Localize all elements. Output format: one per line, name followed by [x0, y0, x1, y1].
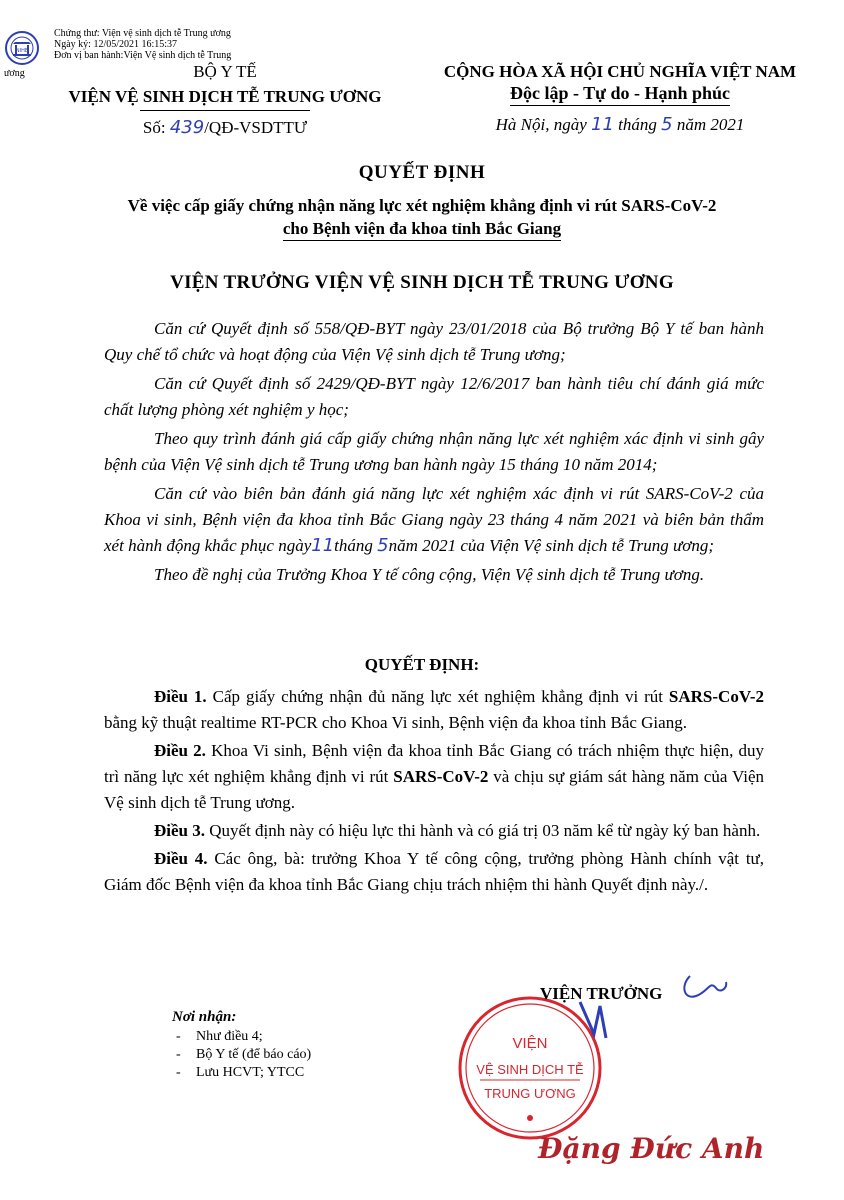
- basis-paragraph: Theo quy trình đánh giá cấp giấy chứng nhận năng lực xét nghiệm xác định vi sinh gây bệnh của Viện Vệ sinh dịch tễ Trung ương ban hành ngày 15 tháng 10 năm 2014;: [104, 429, 764, 474]
- nation-name: CỘNG HÒA XÃ HỘI CHỦ NGHĨA VIỆT NAM: [443, 62, 797, 81]
- handwritten-day: 11: [591, 114, 614, 135]
- article-3: Điều 3. Quyết định này có hiệu lực thi hành và có giá trị 03 năm kể từ ngày ký ban hành.: [154, 821, 761, 840]
- handwritten-signature-icon: [560, 966, 730, 1046]
- articles: [104, 684, 764, 900]
- place-date: Hà Nội, ngày 11 tháng 5 năm 2021: [495, 114, 745, 135]
- recipient-item: - Lưu HCVT; YTCC: [172, 1064, 311, 1082]
- header-divider: [140, 110, 310, 111]
- seal-line-1: VIỆN: [512, 1035, 548, 1052]
- basis-paragraph: Căn cứ Quyết định số 2429/QĐ-BYT ngày 12/6/2017 ban hành tiêu chí đánh giá mức chất lượng phòng xét nghiệm y học;: [104, 374, 764, 419]
- document-number: Số: 439/QĐ-VSDTTƯ: [142, 117, 308, 138]
- national-motto: Độc lập - Tự do - Hạnh phúc: [510, 82, 730, 106]
- document-title: QUYẾT ĐỊNH: [358, 162, 486, 183]
- decision-heading: QUYẾT ĐỊNH:: [364, 655, 480, 674]
- recipient-item: - Như điều 4;: [172, 1028, 311, 1046]
- handwritten-month: 5: [661, 114, 673, 135]
- handwritten-month: 5: [377, 535, 389, 556]
- signature-issuer-tail: ương: [4, 68, 25, 79]
- basis-paragraph: Theo đề nghị của Trưởng Khoa Y tế công cộng, Viện Vệ sinh dịch tễ Trung ương.: [154, 565, 705, 584]
- logo-label: NIHE: [15, 48, 29, 54]
- signature-certificate: Chứng thư: Viện vệ sinh dịch tễ Trung ương: [54, 28, 231, 39]
- signer-name: Đặng Đức Anh: [538, 1132, 765, 1165]
- basis-paragraph: Căn cứ vào biên bản đánh giá năng lực xét nghiệm xác định vi rút SARS-CoV-2 của Khoa vi sinh, Bệnh viện đa khoa tỉnh Bắc Giang ngày 23 tháng 4 năm 2021 và biên bản thẩm xét hành động khắc phục ngày11tháng 5năm 2021 của Viện Vệ sinh dịch tễ Trung ương;: [104, 484, 764, 556]
- signature-issuer: Đơn vị ban hành:Viện Vệ sinh dịch tễ Trung: [54, 50, 232, 61]
- institute-logo-icon: [4, 30, 40, 66]
- handwritten-number: 439: [169, 117, 205, 138]
- handwritten-day: 11: [311, 535, 335, 556]
- ministry-name: BỘ Y TẾ: [193, 62, 257, 81]
- seal-line-2: VỆ SINH DỊCH TỄ: [476, 1062, 584, 1077]
- article-4: Điều 4. Các ông, bà: trưởng Khoa Y tế công cộng, trưởng phòng Hành chính vật tư, Giám đốc Bệnh viện đa khoa tỉnh Bắc Giang chịu trách nhiệm thi hành Quyết định này./.: [104, 849, 765, 894]
- recipients: [172, 1008, 311, 1082]
- signature-date: Ngày ký: 12/05/2021 16:15:37: [54, 39, 178, 50]
- recipients-heading: Nơi nhận:: [172, 1009, 237, 1025]
- article-1: Điều 1. Cấp giấy chứng nhận đủ năng lực xét nghiệm khẳng định vi rút SARS-CoV-2 bằng kỹ thuật realtime RT-PCR cho Khoa Vi sinh, Bệnh viện đa khoa tỉnh Bắc Giang.: [104, 687, 764, 732]
- document-subject: Về việc cấp giấy chứng nhận năng lực xét nghiệm khẳng định vi rút SARS-CoV-2 cho Bệnh viện đa khoa tỉnh Bắc Giang: [0, 194, 844, 241]
- seal-line-3: TRUNG ƯƠNG: [484, 1086, 576, 1101]
- basis-paragraph: Căn cứ Quyết định số 558/QĐ-BYT ngày 23/01/2018 của Bộ trưởng Bộ Y tế ban hành Quy chế tổ chức và hoạt động của Viện Vệ sinh dịch tễ Trung ương;: [104, 319, 764, 364]
- legal-basis: [104, 316, 764, 591]
- signer-title: VIỆN TRƯỞNG: [540, 984, 663, 1003]
- article-2: Điều 2. Khoa Vi sinh, Bệnh viện đa khoa tỉnh Bắc Giang có trách nhiệm thực hiện, duy trì năng lực xét nghiệm khẳng định vi rút SARS-CoV-2 và chịu sự giám sát hàng năm của Viện Vệ sinh dịch tễ Trung ương.: [104, 741, 765, 812]
- national-header: [410, 62, 830, 136]
- recipient-item: - Bộ Y tế (để báo cáo): [172, 1046, 311, 1064]
- issuing-authority: VIỆN TRƯỞNG VIỆN VỆ SINH DỊCH TỄ TRUNG ƯƠNG: [170, 272, 674, 293]
- institute-name: VIỆN VỆ SINH DỊCH TỄ TRUNG ƯƠNG: [68, 87, 382, 106]
- issuer-header: [40, 62, 410, 139]
